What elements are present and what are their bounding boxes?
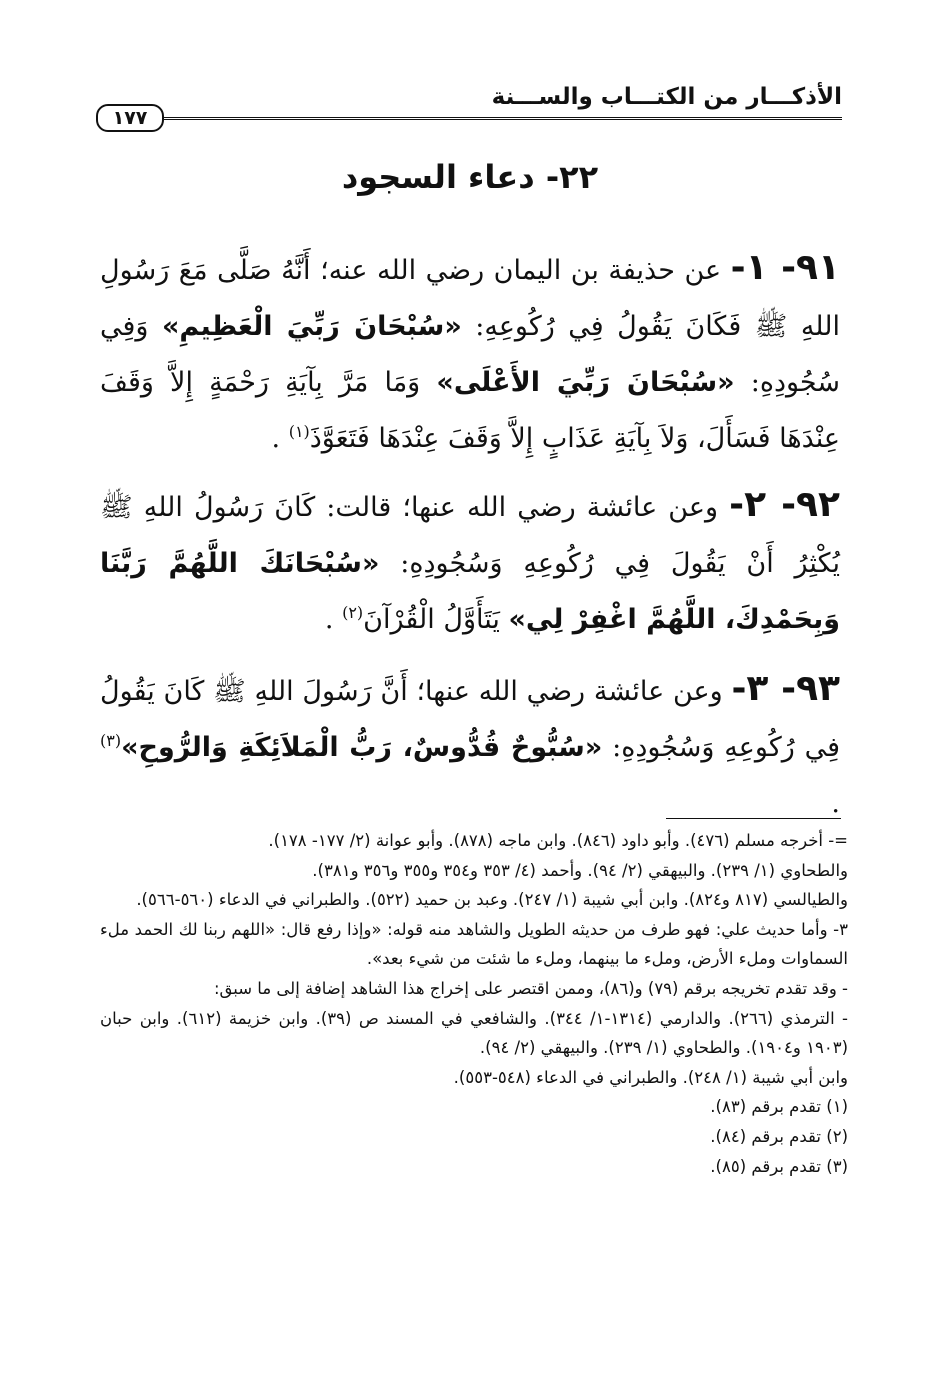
footnote-reference: (١) bbox=[288, 422, 310, 441]
footnote-line: - وقد تقدم تخريجه برقم (٧٩) و(٨٦)، وممن اقتصر على إخراج هذا الشاهد إضافة إلى ما سبق: bbox=[213, 978, 848, 998]
hadith-number: ٩١- ١- bbox=[730, 247, 840, 288]
hadith-93 bbox=[100, 661, 840, 832]
footnote-line: (١) تقدم برقم (٨٣). bbox=[710, 1097, 848, 1117]
footnote-separator bbox=[666, 818, 841, 819]
hadith-end: . bbox=[831, 788, 840, 819]
hadith-text: وعن عائشة رضي الله عنها؛ أَنَّ رَسُولَ اللهِ ﷺ كَانَ يَقُولُ فِي رُكُوعِهِ وَسُجُودِهِ: bbox=[100, 676, 840, 763]
footnote-line: ٣- وأما حديث علي: فهو طرف من حديثه الطويل والشاهد منه قوله: «وإذا رفع قال: «اللهم ربنا لك الحمد ملء السماوات وملء الأرض، وملء ما بينهما، وملء ما شئت من شيء بعد». bbox=[100, 919, 848, 969]
hadith-text: وَفِي سُجُودِهِ: bbox=[100, 311, 840, 398]
page-header bbox=[96, 78, 842, 128]
footnote-line: والطيالسي (٨١٧ و٨٢٤). وابن أبي شيبة (١/ ٢٤٧). وعبد بن حميد (٥٢٢). والطبراني في الدعاء (٥٦٠-٥٦٦). bbox=[136, 890, 848, 910]
supplication-text: «سُبْحَانَ رَبِّيَ الْعَظِيمِ» bbox=[161, 311, 462, 342]
footnotes bbox=[100, 826, 848, 1181]
chapter-title: ٢٢- دعاء السجود bbox=[341, 158, 599, 196]
footnote-line: والطحاوي (١/ ٢٣٩). والبيهقي (٢/ ٩٤). وأحمد (٤/ ٣٥٣ و٣٥٤ و٣٥٥ و٣٥٦ و٣٨١). bbox=[312, 860, 848, 880]
hadith-text: عن حذيفة بن اليمان رضي الله عنه؛ أَنَّهُ صَلَّى مَعَ رَسُولِ اللهِ ﷺ فَكَانَ يَقُولُ فِي رُكُوعِهِ: bbox=[100, 255, 840, 342]
hadith-text: وعن عائشة رضي الله عنها؛ قالت: كَانَ رَسُولُ اللهِ ﷺ يُكْثِرُ أَنْ يَقُولَ فِي رُكُوعِهِ وَسُجُودِهِ: bbox=[100, 492, 840, 579]
supplication-text: «سُبْحَانَكَ اللَّهُمَّ رَبَّنَا وَبِحَمْدِكَ، اللَّهُمَّ اغْفِرْ لِي» bbox=[100, 548, 840, 635]
footnote-line: (٢) تقدم برقم (٨٤). bbox=[710, 1126, 848, 1146]
footnote-line: =- أخرجه مسلم (٤٧٦). وأبو داود (٨٤٦). وابن ماجه (٨٧٨). وأبو عوانة (٢/ ١٧٧- ١٧٨). bbox=[268, 831, 848, 850]
header-rule bbox=[158, 117, 842, 122]
footnote-line: (٣) تقدم برقم (٨٥). bbox=[710, 1156, 848, 1176]
hadith-text: يَتَأَوَّلُ الْقُرْآنَ bbox=[363, 604, 509, 635]
supplication-text: «سُبْحَانَ رَبِّيَ الأَعْلَى» bbox=[436, 367, 735, 398]
hadith-number: ٩٣- ٣- bbox=[731, 668, 841, 709]
hadith-end: . bbox=[271, 423, 289, 454]
hadith-92 bbox=[100, 477, 840, 648]
hadith-number: ٩٢- ٢- bbox=[729, 484, 840, 525]
footnote-line: وابن أبي شيبة (١/ ٢٤٨). والطبراني في الدعاء (٥٤٨-٥٥٣). bbox=[453, 1067, 848, 1087]
hadith-end: . bbox=[324, 604, 343, 635]
hadith-91 bbox=[100, 240, 840, 467]
running-title: الأذكـــار من الكتـــاب والســـنة bbox=[491, 84, 842, 110]
page-number: ١٧٧ bbox=[96, 104, 164, 132]
footnote-line: - الترمذي (٢٦٦). والدارمي (١٣١٤-١/ ٣٤٤). والشافعي في المسند ص (٣٩). وابن خزيمة (٦١٢). وابن حبان (١٩٠٣ و١٩٠٤). والطحاوي (١/ ٢٣٩). والبيهقي (٢/ ٩٤). bbox=[100, 1008, 848, 1058]
supplication-text: «سُبُّوحٌ قُدُّوسٌ، رَبُّ الْمَلاَئِكَةِ وَالرُّوحِ» bbox=[121, 732, 603, 763]
footnote-reference: (٣) bbox=[100, 731, 122, 750]
footnote-reference: (٢) bbox=[342, 603, 364, 622]
hadith-text: وَمَا مَرَّ بِآيَةِ رَحْمَةٍ إِلاَّ وَقَفَ عِنْدَهَا فَسَأَلَ، وَلاَ بِآيَةِ عَذَابٍ إِلاَّ وَقَفَ عِنْدَهَا فَتَعَوَّذَ bbox=[100, 367, 840, 454]
